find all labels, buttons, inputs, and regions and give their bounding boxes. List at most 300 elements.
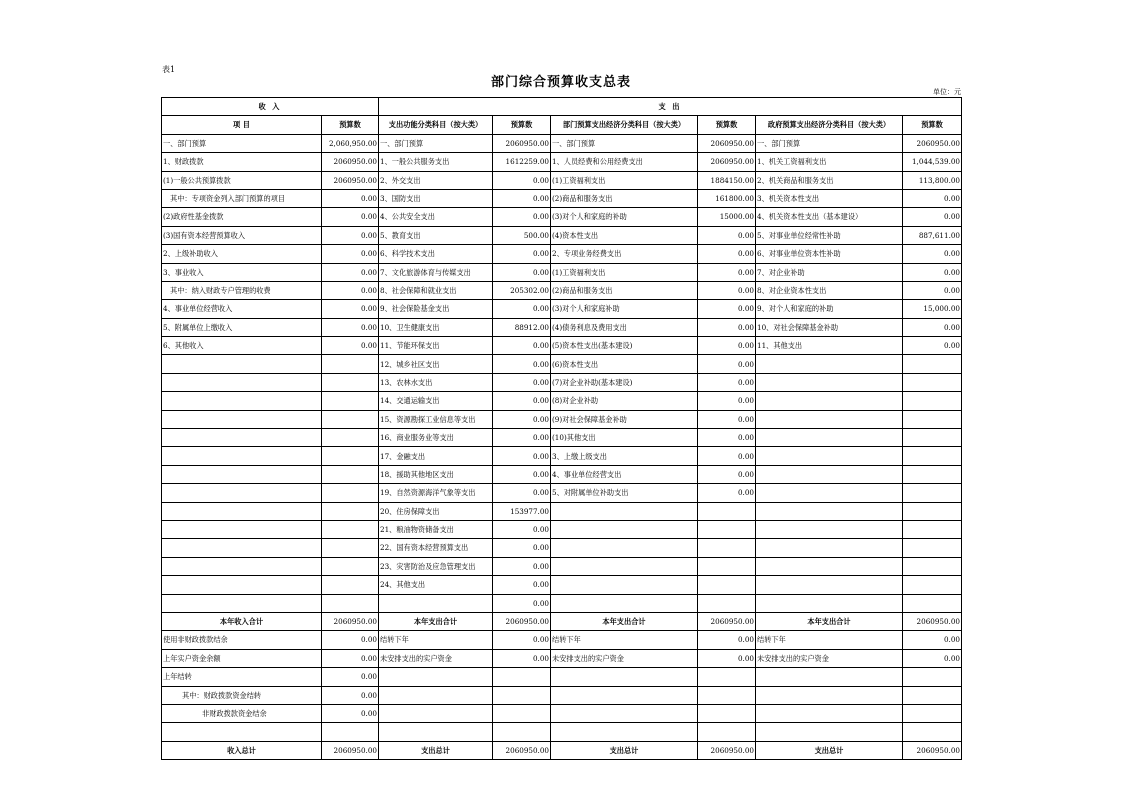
cell-income-item: 收入总计 xyxy=(162,741,322,759)
cell-gov-economic-item xyxy=(756,594,903,612)
cell-function-budget xyxy=(493,704,551,722)
cell-income-item xyxy=(162,520,322,538)
cell-dept-economic-item: 3、上缴上级支出 xyxy=(551,447,698,465)
cell-function-item: 1、一般公共服务支出 xyxy=(379,153,493,171)
table-row xyxy=(162,723,962,741)
section-band-row xyxy=(162,98,962,116)
cell-function-item: 4、公共安全支出 xyxy=(379,208,493,226)
cell-income-budget: 0.00 xyxy=(322,649,379,667)
income-band: 收 入 xyxy=(162,98,379,116)
cell-dept-economic-item: 5、对附属单位补助支出 xyxy=(551,484,698,502)
cell-gov-economic-budget: 2060950.00 xyxy=(903,741,962,759)
cell-dept-economic-item xyxy=(551,576,698,594)
cell-income-budget: 0.00 xyxy=(322,337,379,355)
cell-income-item: 其中：纳入财政专户管理的收费 xyxy=(162,281,322,299)
cell-income-item: (3)国有资本经营预算收入 xyxy=(162,226,322,244)
cell-income-item: 上年结转 xyxy=(162,668,322,686)
cell-gov-economic-budget: 2060950.00 xyxy=(903,612,962,630)
cell-function-budget: 0.00 xyxy=(493,355,551,373)
cell-gov-economic-budget: 0.00 xyxy=(903,263,962,281)
table-row xyxy=(162,392,962,410)
cell-function-budget: 0.00 xyxy=(493,373,551,391)
column-header-row xyxy=(162,116,962,134)
cell-income-budget: 0.00 xyxy=(322,704,379,722)
cell-function-item: 一、部门预算 xyxy=(379,134,493,152)
cell-dept-economic-item xyxy=(551,594,698,612)
cell-dept-economic-budget: 161800.00 xyxy=(698,189,756,207)
cell-dept-economic-item xyxy=(551,520,698,538)
header-function-budget: 预算数 xyxy=(493,116,551,134)
cell-income-budget: 2060950.00 xyxy=(322,612,379,630)
cell-dept-economic-budget: 0.00 xyxy=(698,245,756,263)
cell-income-budget xyxy=(322,520,379,538)
table-row xyxy=(162,631,962,649)
cell-gov-economic-item: 7、对企业补助 xyxy=(756,263,903,281)
cell-dept-economic-item: (8)对企业补助 xyxy=(551,392,698,410)
cell-gov-economic-item xyxy=(756,520,903,538)
cell-function-item: 10、卫生健康支出 xyxy=(379,318,493,336)
cell-dept-economic-item: (3)对个人和家庭的补助 xyxy=(551,208,698,226)
cell-dept-economic-budget: 0.00 xyxy=(698,429,756,447)
cell-gov-economic-item xyxy=(756,539,903,557)
header-income-item: 项 目 xyxy=(162,116,322,134)
cell-dept-economic-budget xyxy=(698,594,756,612)
cell-income-item xyxy=(162,410,322,428)
cell-gov-economic-item: 5、对事业单位经常性补助 xyxy=(756,226,903,244)
cell-gov-economic-budget: 0.00 xyxy=(903,208,962,226)
cell-gov-economic-item xyxy=(756,465,903,483)
cell-gov-economic-item xyxy=(756,373,903,391)
table-row xyxy=(162,189,962,207)
cell-dept-economic-item: (10)其他支出 xyxy=(551,429,698,447)
cell-gov-economic-budget: 0.00 xyxy=(903,631,962,649)
table-row xyxy=(162,337,962,355)
cell-income-budget xyxy=(322,355,379,373)
cell-function-budget: 2060950.00 xyxy=(493,741,551,759)
cell-gov-economic-item xyxy=(756,668,903,686)
cell-gov-economic-item: 结转下年 xyxy=(756,631,903,649)
cell-gov-economic-item xyxy=(756,704,903,722)
cell-gov-economic-budget xyxy=(903,704,962,722)
cell-function-budget: 205302.00 xyxy=(493,281,551,299)
cell-income-item: 2、上级补助收入 xyxy=(162,245,322,263)
cell-dept-economic-item: (2)商品和服务支出 xyxy=(551,189,698,207)
cell-dept-economic-budget: 0.00 xyxy=(698,263,756,281)
cell-gov-economic-budget: 0.00 xyxy=(903,281,962,299)
table-row xyxy=(162,465,962,483)
cell-dept-economic-item: (5)资本性支出(基本建设) xyxy=(551,337,698,355)
cell-income-item xyxy=(162,465,322,483)
cell-gov-economic-budget xyxy=(903,557,962,575)
cell-gov-economic-item xyxy=(756,557,903,575)
cell-function-item: 未安排支出的实户资金 xyxy=(379,649,493,667)
table-row xyxy=(162,373,962,391)
cell-income-item xyxy=(162,723,322,741)
cell-dept-economic-item: (9)对社会保障基金补助 xyxy=(551,410,698,428)
cell-gov-economic-item: 8、对企业资本性支出 xyxy=(756,281,903,299)
header-gov-economic-budget: 预算数 xyxy=(903,116,962,134)
cell-function-item xyxy=(379,686,493,704)
cell-income-item xyxy=(162,576,322,594)
cell-function-budget: 2060950.00 xyxy=(493,134,551,152)
cell-function-budget: 0.00 xyxy=(493,189,551,207)
cell-function-budget: 1612259.00 xyxy=(493,153,551,171)
table-row xyxy=(162,594,962,612)
cell-function-budget: 0.00 xyxy=(493,208,551,226)
cell-gov-economic-budget: 0.00 xyxy=(903,318,962,336)
cell-gov-economic-budget xyxy=(903,484,962,502)
cell-function-item: 11、节能环保支出 xyxy=(379,337,493,355)
cell-function-item xyxy=(379,668,493,686)
table-row xyxy=(162,245,962,263)
cell-dept-economic-budget xyxy=(698,723,756,741)
table-row xyxy=(162,263,962,281)
table-row xyxy=(162,686,962,704)
cell-function-budget: 0.00 xyxy=(493,171,551,189)
cell-income-item: 本年收入合计 xyxy=(162,612,322,630)
cell-function-budget xyxy=(493,668,551,686)
cell-function-item: 8、社会保障和就业支出 xyxy=(379,281,493,299)
cell-function-budget: 0.00 xyxy=(493,410,551,428)
cell-income-budget: 2060950.00 xyxy=(322,153,379,171)
cell-gov-economic-item: 11、其他支出 xyxy=(756,337,903,355)
cell-function-item xyxy=(379,594,493,612)
cell-gov-economic-budget xyxy=(903,429,962,447)
cell-income-item xyxy=(162,392,322,410)
cell-function-budget: 0.00 xyxy=(493,539,551,557)
cell-income-item xyxy=(162,502,322,520)
cell-dept-economic-item: (7)对企业补助(基本建设) xyxy=(551,373,698,391)
cell-dept-economic-budget xyxy=(698,539,756,557)
cell-dept-economic-budget: 0.00 xyxy=(698,631,756,649)
cell-income-budget xyxy=(322,410,379,428)
cell-income-budget xyxy=(322,447,379,465)
cell-function-item: 本年支出合计 xyxy=(379,612,493,630)
cell-gov-economic-item: 1、机关工资福利支出 xyxy=(756,153,903,171)
cell-function-item: 16、商业服务业等支出 xyxy=(379,429,493,447)
cell-income-item: 5、附属单位上缴收入 xyxy=(162,318,322,336)
table-number: 表1 xyxy=(162,65,176,74)
cell-income-budget: 2060950.00 xyxy=(322,171,379,189)
cell-dept-economic-item: 未安排支出的实户资金 xyxy=(551,649,698,667)
cell-dept-economic-item xyxy=(551,704,698,722)
cell-function-item: 2、外交支出 xyxy=(379,171,493,189)
table-row xyxy=(162,208,962,226)
table-row xyxy=(162,318,962,336)
cell-income-budget xyxy=(322,465,379,483)
cell-function-item: 15、资源勘探工业信息等支出 xyxy=(379,410,493,428)
cell-gov-economic-item: 本年支出合计 xyxy=(756,612,903,630)
cell-income-item: 1、财政拨款 xyxy=(162,153,322,171)
cell-function-item: 17、金融支出 xyxy=(379,447,493,465)
cell-function-item: 12、城乡社区支出 xyxy=(379,355,493,373)
cell-function-item: 5、教育支出 xyxy=(379,226,493,244)
cell-income-item: 6、其他收入 xyxy=(162,337,322,355)
cell-gov-economic-budget: 0.00 xyxy=(903,189,962,207)
cell-function-item xyxy=(379,704,493,722)
cell-dept-economic-item: 2、专项业务经费支出 xyxy=(551,245,698,263)
cell-gov-economic-budget: 2060950.00 xyxy=(903,134,962,152)
cell-gov-economic-budget xyxy=(903,594,962,612)
cell-gov-economic-item: 未安排支出的实户资金 xyxy=(756,649,903,667)
cell-gov-economic-item xyxy=(756,355,903,373)
cell-income-item xyxy=(162,429,322,447)
cell-function-item: 7、文化旅游体育与传媒支出 xyxy=(379,263,493,281)
cell-function-item: 6、科学技术支出 xyxy=(379,245,493,263)
cell-income-budget xyxy=(322,373,379,391)
cell-function-budget: 153977.00 xyxy=(493,502,551,520)
cell-income-budget: 2,060,950.00 xyxy=(322,134,379,152)
cell-function-budget: 0.00 xyxy=(493,649,551,667)
cell-dept-economic-budget: 0.00 xyxy=(698,484,756,502)
cell-dept-economic-item: (3)对个人和家庭补助 xyxy=(551,300,698,318)
cell-income-item xyxy=(162,447,322,465)
cell-income-budget: 0.00 xyxy=(322,226,379,244)
cell-gov-economic-item: 6、对事业单位资本性补助 xyxy=(756,245,903,263)
cell-gov-economic-item xyxy=(756,410,903,428)
cell-dept-economic-budget xyxy=(698,704,756,722)
unit-label: 单位：元 xyxy=(933,88,961,96)
cell-income-item xyxy=(162,484,322,502)
cell-function-item: 24、其他支出 xyxy=(379,576,493,594)
header-dept-economic-class: 部门预算支出经济分类科目（按大类） xyxy=(551,116,698,134)
cell-function-item: 3、国防支出 xyxy=(379,189,493,207)
cell-income-item xyxy=(162,355,322,373)
cell-income-budget xyxy=(322,723,379,741)
cell-dept-economic-item: (1)工资福利支出 xyxy=(551,263,698,281)
cell-gov-economic-item xyxy=(756,502,903,520)
cell-income-budget: 0.00 xyxy=(322,263,379,281)
cell-function-budget: 500.00 xyxy=(493,226,551,244)
table-row xyxy=(162,134,962,152)
cell-dept-economic-item xyxy=(551,668,698,686)
cell-income-budget xyxy=(322,539,379,557)
cell-income-item: 非财政拨款资金结余 xyxy=(162,704,322,722)
cell-dept-economic-budget xyxy=(698,576,756,594)
cell-function-item: 20、住房保障支出 xyxy=(379,502,493,520)
cell-dept-economic-item: (1)工资福利支出 xyxy=(551,171,698,189)
cell-income-budget: 0.00 xyxy=(322,281,379,299)
cell-income-budget xyxy=(322,594,379,612)
cell-function-budget: 0.00 xyxy=(493,429,551,447)
header-dept-economic-budget: 预算数 xyxy=(698,116,756,134)
cell-dept-economic-budget: 0.00 xyxy=(698,226,756,244)
cell-dept-economic-budget xyxy=(698,668,756,686)
cell-dept-economic-budget: 0.00 xyxy=(698,373,756,391)
page-title: 部门综合预算收支总表 xyxy=(490,75,631,90)
cell-dept-economic-item: 一、部门预算 xyxy=(551,134,698,152)
cell-function-item: 9、社会保险基金支出 xyxy=(379,300,493,318)
cell-function-budget: 0.00 xyxy=(493,337,551,355)
cell-function-item: 支出总计 xyxy=(379,741,493,759)
cell-income-budget xyxy=(322,557,379,575)
cell-function-item xyxy=(379,723,493,741)
cell-dept-economic-budget: 0.00 xyxy=(698,337,756,355)
cell-dept-economic-item xyxy=(551,557,698,575)
cell-dept-economic-item: 4、事业单位经营支出 xyxy=(551,465,698,483)
cell-dept-economic-budget: 0.00 xyxy=(698,281,756,299)
cell-gov-economic-budget xyxy=(903,539,962,557)
cell-function-budget: 0.00 xyxy=(493,594,551,612)
cell-income-item: 其中：财政拨款资金结转 xyxy=(162,686,322,704)
cell-income-item xyxy=(162,594,322,612)
grand-total-row xyxy=(162,741,962,759)
cell-income-budget: 0.00 xyxy=(322,318,379,336)
cell-gov-economic-budget: 0.00 xyxy=(903,337,962,355)
cell-gov-economic-budget: 0.00 xyxy=(903,649,962,667)
cell-dept-economic-budget xyxy=(698,502,756,520)
cell-function-item: 22、国有资本经营预算支出 xyxy=(379,539,493,557)
cell-function-item: 14、交通运输支出 xyxy=(379,392,493,410)
cell-income-item xyxy=(162,373,322,391)
cell-gov-economic-item: 一、部门预算 xyxy=(756,134,903,152)
cell-gov-economic-budget xyxy=(903,373,962,391)
cell-gov-economic-budget: 1,044,539.00 xyxy=(903,153,962,171)
cell-dept-economic-item: 结转下年 xyxy=(551,631,698,649)
cell-dept-economic-budget: 1884150.00 xyxy=(698,171,756,189)
cell-income-budget: 0.00 xyxy=(322,189,379,207)
cell-function-budget: 88912.00 xyxy=(493,318,551,336)
cell-income-item: 使用非财政拨款结余 xyxy=(162,631,322,649)
cell-gov-economic-item xyxy=(756,447,903,465)
cell-income-item: (2)政府性基金拨款 xyxy=(162,208,322,226)
cell-dept-economic-budget: 0.00 xyxy=(698,465,756,483)
cell-dept-economic-budget: 15000.00 xyxy=(698,208,756,226)
table-row xyxy=(162,649,962,667)
cell-function-budget: 0.00 xyxy=(493,263,551,281)
cell-dept-economic-budget: 2060950.00 xyxy=(698,153,756,171)
current-year-total-row xyxy=(162,612,962,630)
cell-dept-economic-budget: 0.00 xyxy=(698,300,756,318)
cell-income-item xyxy=(162,539,322,557)
cell-function-budget: 0.00 xyxy=(493,245,551,263)
cell-function-item: 21、粮油物资储备支出 xyxy=(379,520,493,538)
cell-gov-economic-item: 支出总计 xyxy=(756,741,903,759)
cell-dept-economic-item xyxy=(551,686,698,704)
cell-dept-economic-item: 本年支出合计 xyxy=(551,612,698,630)
cell-dept-economic-budget: 0.00 xyxy=(698,318,756,336)
cell-dept-economic-budget xyxy=(698,520,756,538)
cell-function-budget: 2060950.00 xyxy=(493,612,551,630)
cell-gov-economic-budget: 887,611.00 xyxy=(903,226,962,244)
cell-income-budget xyxy=(322,429,379,447)
table-row xyxy=(162,520,962,538)
cell-gov-economic-item xyxy=(756,484,903,502)
cell-gov-economic-item xyxy=(756,686,903,704)
table-row xyxy=(162,171,962,189)
expense-band: 支 出 xyxy=(379,98,962,116)
cell-dept-economic-budget xyxy=(698,557,756,575)
cell-income-budget xyxy=(322,484,379,502)
cell-income-item: 3、事业收入 xyxy=(162,263,322,281)
cell-function-item: 18、援助其他地区支出 xyxy=(379,465,493,483)
cell-income-budget xyxy=(322,502,379,520)
cell-dept-economic-item: (6)资本性支出 xyxy=(551,355,698,373)
cell-function-item: 13、农林水支出 xyxy=(379,373,493,391)
cell-function-budget: 0.00 xyxy=(493,392,551,410)
cell-dept-economic-budget: 0.00 xyxy=(698,447,756,465)
cell-dept-economic-item xyxy=(551,723,698,741)
cell-dept-economic-budget: 0.00 xyxy=(698,355,756,373)
cell-dept-economic-budget: 2060950.00 xyxy=(698,741,756,759)
table-row xyxy=(162,281,962,299)
cell-income-budget: 0.00 xyxy=(322,245,379,263)
cell-function-budget: 0.00 xyxy=(493,520,551,538)
cell-income-budget: 0.00 xyxy=(322,668,379,686)
cell-gov-economic-item: 9、对个人和家庭的补助 xyxy=(756,300,903,318)
header-income-budget: 预算数 xyxy=(322,116,379,134)
cell-income-item: 一、部门预算 xyxy=(162,134,322,152)
cell-dept-economic-item: (4)资本性支出 xyxy=(551,226,698,244)
cell-dept-economic-item: 1、人员经费和公用经费支出 xyxy=(551,153,698,171)
cell-gov-economic-budget xyxy=(903,392,962,410)
cell-gov-economic-budget xyxy=(903,576,962,594)
table-row xyxy=(162,539,962,557)
cell-gov-economic-budget xyxy=(903,355,962,373)
cell-income-item: 上年实户资金余额 xyxy=(162,649,322,667)
cell-income-budget: 0.00 xyxy=(322,300,379,318)
cell-gov-economic-budget: 113,800.00 xyxy=(903,171,962,189)
cell-gov-economic-item xyxy=(756,576,903,594)
cell-function-budget: 0.00 xyxy=(493,465,551,483)
cell-function-item: 19、自然资源海洋气象等支出 xyxy=(379,484,493,502)
cell-function-item: 结转下年 xyxy=(379,631,493,649)
cell-function-budget: 0.00 xyxy=(493,631,551,649)
table-row xyxy=(162,484,962,502)
cell-income-budget xyxy=(322,392,379,410)
cell-function-budget: 0.00 xyxy=(493,447,551,465)
cell-income-budget: 0.00 xyxy=(322,208,379,226)
cell-dept-economic-item xyxy=(551,539,698,557)
cell-gov-economic-budget xyxy=(903,465,962,483)
cell-function-budget: 0.00 xyxy=(493,300,551,318)
table-row xyxy=(162,447,962,465)
cell-function-budget xyxy=(493,686,551,704)
cell-gov-economic-budget xyxy=(903,723,962,741)
table-row xyxy=(162,704,962,722)
cell-gov-economic-budget: 15,000.00 xyxy=(903,300,962,318)
cell-gov-economic-item: 3、机关资本性支出 xyxy=(756,189,903,207)
cell-dept-economic-budget: 2060950.00 xyxy=(698,134,756,152)
table-row xyxy=(162,153,962,171)
cell-income-budget: 2060950.00 xyxy=(322,741,379,759)
cell-gov-economic-item xyxy=(756,429,903,447)
cell-gov-economic-item: 4、机关资本性支出（基本建设） xyxy=(756,208,903,226)
table-row xyxy=(162,502,962,520)
table-row xyxy=(162,576,962,594)
cell-dept-economic-item xyxy=(551,502,698,520)
cell-income-budget: 0.00 xyxy=(322,686,379,704)
cell-function-budget: 0.00 xyxy=(493,484,551,502)
cell-dept-economic-budget: 0.00 xyxy=(698,649,756,667)
cell-gov-economic-budget xyxy=(903,520,962,538)
cell-income-item: 4、事业单位经营收入 xyxy=(162,300,322,318)
cell-income-budget xyxy=(322,576,379,594)
cell-gov-economic-budget xyxy=(903,668,962,686)
budget-table xyxy=(161,97,962,760)
cell-gov-economic-item xyxy=(756,392,903,410)
cell-function-item: 23、灾害防治及应急管理支出 xyxy=(379,557,493,575)
cell-dept-economic-budget: 0.00 xyxy=(698,410,756,428)
cell-gov-economic-budget xyxy=(903,686,962,704)
header-gov-economic-class: 政府预算支出经济分类科目（按大类） xyxy=(756,116,903,134)
table-row xyxy=(162,557,962,575)
cell-income-item: 其中：专项资金列入部门预算的项目 xyxy=(162,189,322,207)
cell-gov-economic-item xyxy=(756,723,903,741)
cell-dept-economic-budget: 2060950.00 xyxy=(698,612,756,630)
cell-gov-economic-budget xyxy=(903,502,962,520)
cell-income-item xyxy=(162,557,322,575)
